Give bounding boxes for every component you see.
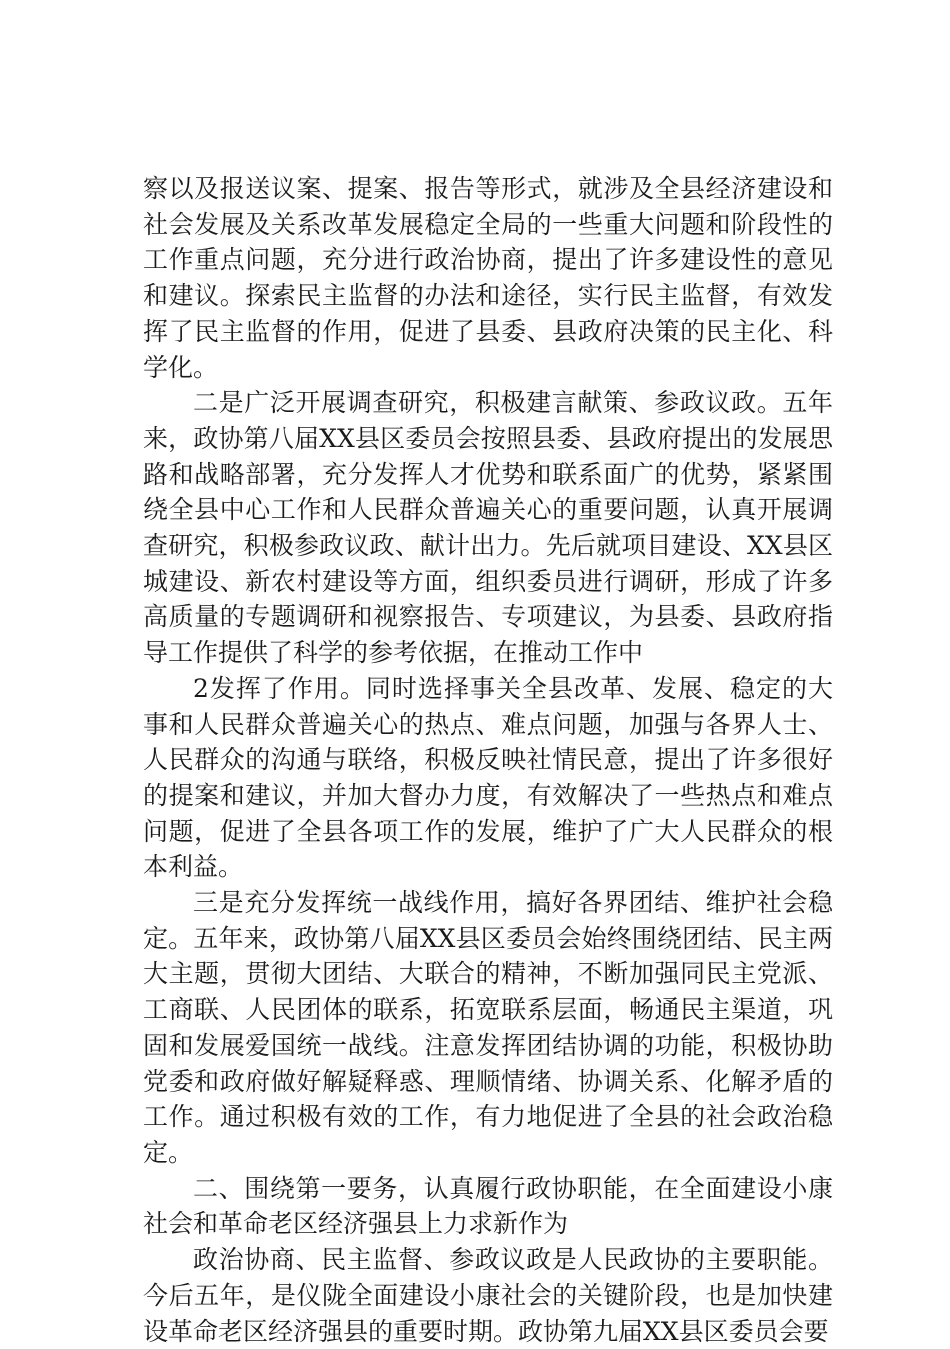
paragraph-functions: 政治协商、民主监督、参政议政是人民政协的主要职能。今后五年，是仪陇全面建设小康社会的关键阶段，也是加快建设革命老区经济强县的重要时期。政协第九届XX县区委员会要	[143, 1245, 833, 1346]
paragraph-united-front: 三是充分发挥统一战线作用，搞好各界团结、维护社会稳定。五年来，政协第八届XX县区委员会始终围绕团结、民主两大主题，贯彻大团结、大联合的精神，不断加强同民主党派、工商联、人民团体的联系，拓宽联系层面，畅通民主渠道，巩固和发展爱国统一战线。注意发挥团结协调的功能，积极协助党委和政府做好解疑释惑、理顺情绪、协调关系、化解矛盾的工作。通过积极有效的工作，有力地促进了全县的社会政治稳定。	[143, 888, 833, 1167]
paragraph-continuation: 察以及报送议案、提案、报告等形式，就涉及全县经济建设和社会发展及关系改革发展稳定全局的一些重大问题和阶段性的工作重点问题，充分进行政治协商，提出了许多建设性的意见和建议。探索民主监督的办法和途径，实行民主监督，有效发挥了民主监督的作用，促进了县委、县政府决策的民主化、科学化。	[143, 174, 833, 382]
document-body	[143, 171, 833, 1349]
paragraph-research: 二是广泛开展调查研究，积极建言献策、参政议政。五年来，政协第八届XX县区委员会按照县委、县政府提出的发展思路和战略部署，充分发挥人才优势和联系面广的优势，紧紧围绕全县中心工作和人民群众普遍关心的重要问题，认真开展调查研究，积极参政议政、献计出力。先后就项目建设、XX县区城建设、新农村建设等方面，组织委员进行调研，形成了许多高质量的专题调研和视察报告、专项建议，为县委、县政府指导工作提供了科学的参考依据，在推动工作中	[143, 388, 833, 668]
paragraph-role: 2发挥了作用。同时选择事关全县改革、发展、稳定的大事和人民群众普遍关心的热点、难点问题，加强与各界人士、人民群众的沟通与联络，积极反映社情民意，提出了许多很好的提案和建议，并加大督办力度，有效解决了一些热点和难点问题，促进了全县各项工作的发展，维护了广大人民群众的根本利益。	[143, 673, 833, 882]
section-heading: 二、围绕第一要务，认真履行政协职能，在全面建设小康社会和革命老区经济强县上力求新作为	[143, 1173, 833, 1239]
